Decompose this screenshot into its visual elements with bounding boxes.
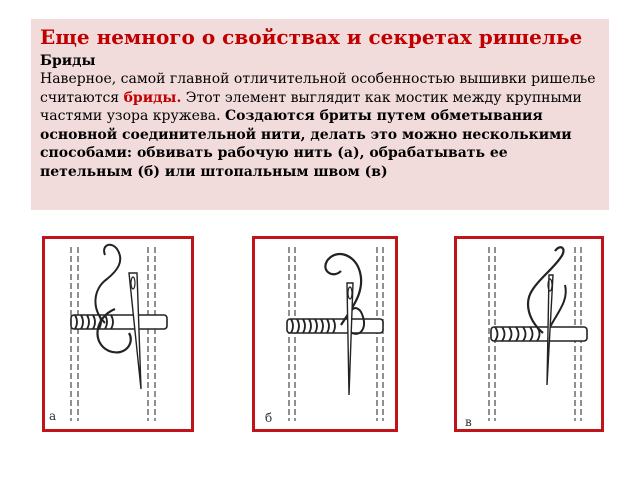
figure-label-b: б	[265, 411, 273, 425]
body-bold-text: Создаются бриты путем обметывания основной соединительной нити, делать это можно несколькими способами: обвивать рабочую нить (а), обрабатывать ее петельным (б) или штопальным швом (в)	[40, 108, 572, 180]
body-text-middle: Этот элемент выглядит как мостик между крупными частями узора кружева.	[40, 89, 582, 124]
figure-label-a: а	[49, 409, 57, 423]
figure-v-drawing	[457, 239, 601, 429]
body-text-intro: Наверное, самой главной отличительной особенностью вышивки ришелье считаются	[40, 71, 596, 106]
figure-panel-a	[42, 236, 194, 432]
figure-a-drawing	[45, 239, 191, 429]
body-paragraph	[40, 70, 601, 181]
figure-b-drawing	[255, 239, 395, 429]
body-highlight-term: бриды.	[123, 89, 182, 106]
figure-panel-b	[252, 236, 398, 432]
text-box	[31, 19, 609, 210]
figure-panel-v	[454, 236, 604, 432]
figure-label-v: в	[465, 415, 472, 429]
slide-title: Еще немного о свойствах и секретах ришелье	[40, 25, 583, 49]
section-heading: Бриды	[40, 53, 96, 69]
